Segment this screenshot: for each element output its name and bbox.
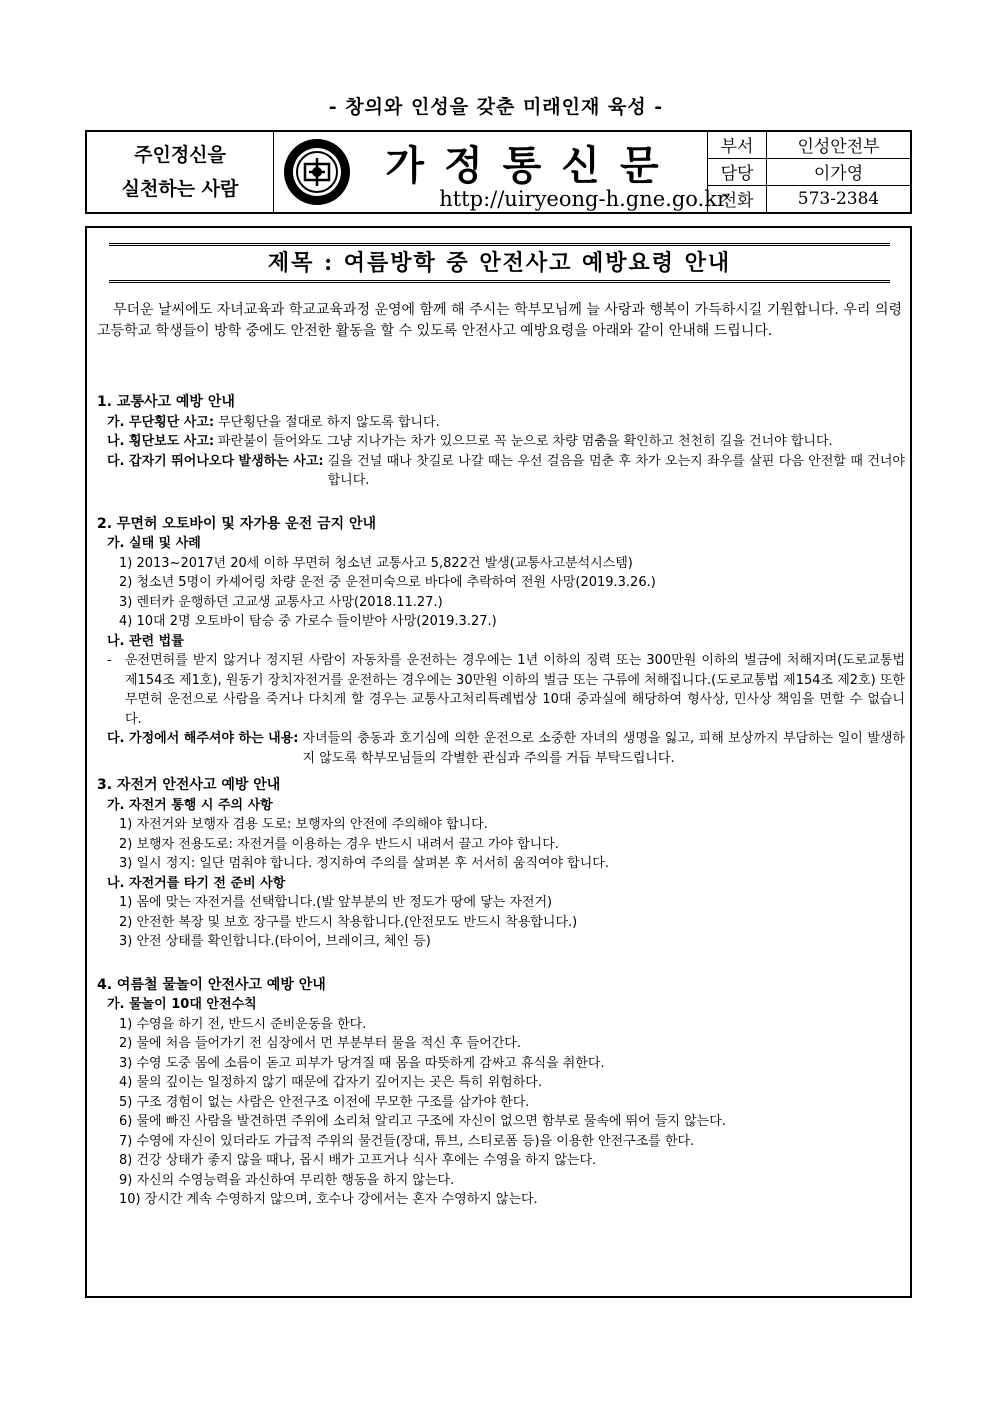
slogan-line-2: 실천하는 사람 — [121, 178, 239, 200]
section-1-title: 1. 교통사고 예방 안내 — [97, 394, 235, 410]
contact-person-value: 이가영 — [767, 158, 911, 185]
list-item: 4) 물의 깊이는 일정하지 않기 때문에 갑자기 깊어지는 곳은 특히 위험하다. — [119, 1075, 542, 1090]
list-item: 9) 자신의 수영능력을 과신하여 무리한 행동을 하지 않는다. — [119, 1172, 455, 1188]
s1-a-label: 가. 무단횡단 사고: — [107, 414, 215, 430]
list-item: 2) 물에 처음 들어가기 전 심장에서 먼 부분부터 물을 적신 후 들어간다. — [119, 1036, 521, 1051]
info-row-contact-person — [708, 158, 911, 185]
slogan-line-1: 주인정신을 — [134, 144, 226, 166]
info-row-department — [708, 132, 911, 158]
list-item: 2) 안전한 복장 및 보호 장구를 반드시 착용합니다.(안전모도 반드시 착용합니다.) — [119, 914, 578, 930]
s1-a-text: 무단횡단을 절대로 하지 않도록 합니다. — [218, 414, 440, 430]
school-logo-icon — [283, 138, 351, 206]
s1-c-label: 다. 갑자기 뛰어나오다 발생하는 사고: — [107, 453, 324, 469]
list-item: 2) 청소년 5명이 카셰어링 차량 운전 중 운전미숙으로 바다에 추락하여 전원 사망(2019.3.26.) — [119, 575, 656, 590]
list-item: 10) 장시간 계속 수영하지 않으며, 호수나 강에서는 혼자 수영하지 않는다. — [119, 1192, 538, 1207]
department-value: 인성안전부 — [767, 132, 911, 158]
list-item: 1) 수영을 하기 전, 반드시 준비운동을 한다. — [119, 1016, 367, 1032]
list-item: 1) 몸에 맞는 자전거를 선택합니다.(발 앞부분의 반 정도가 땅에 닿는 자전거) — [119, 895, 553, 910]
s2-b-paragraph — [97, 651, 905, 729]
s1-item-b — [97, 432, 905, 452]
s1-b-label: 나. 횡단보도 사고: — [107, 434, 215, 449]
school-website-link[interactable]: http://uiryeong-h.gne.go.kr — [439, 187, 727, 211]
list-item: 4) 10대 2명 오토바이 탐승 중 가로수 들이받아 사망(2019.3.27.) — [119, 614, 497, 629]
section-4-title: 4. 여름철 물놀이 안전사고 예방 안내 — [97, 976, 326, 993]
info-row-phone — [708, 185, 911, 212]
phone-label: 전화 — [708, 185, 767, 212]
subject-heading: 제목 : 여름방학 중 안전사고 예방요령 안내 — [109, 243, 890, 283]
s1-c-text: 길을 건널 때나 찻길로 나갈 때는 우선 걸음을 멈춘 후 차가 오는지 좌우를 살핀 다음 안전할 때 건너야 합니다. — [327, 453, 905, 488]
s1-b-text: 파란불이 들어와도 그냥 지나가는 차가 있으므로 꼭 눈으로 차량 멈춤을 확인하고 천천히 길을 건너야 합니다. — [218, 434, 833, 449]
list-item: 3) 렌터카 운행하던 고교생 교통사고 사망(2018.11.27.) — [119, 594, 443, 610]
newsletter-title: 가정통신문 — [385, 142, 679, 189]
s2-b-text: 운전면허를 받지 않거나 정지된 사람이 자동차를 운전하는 경우에는 1년 이하의 징력 또는 300만원 이하의 벌금에 처해지며(도로교통법 제154조 제1호), 원동기 장치자전거를 운전하는 경우에는 30만원 이하의 벌금 또는 구류에 처해집니다.(도로교통법 제154조 제2호) 또한 무면허 운전으로 사람을 죽거나 다치게 할 경우는 교통사고처리특례법상 10대 중과실에 해당하여 형사상, 민사상 책임을 면할 수 없습니다. — [125, 653, 905, 727]
list-item: 7) 수영에 자신이 있더라도 가급적 주위의 물건들(장대, 튜브, 스티로폼 등)을 이용한 안전구조를 한다. — [119, 1133, 695, 1149]
s2-a-title: 가. 실태 및 사례 — [107, 536, 201, 551]
list-item: 3) 수영 도중 몸에 소름이 돋고 피부가 당겨질 때 몸을 따뜻하게 감싸고 휴식을 취한다. — [119, 1055, 605, 1071]
newsletter-masthead — [85, 130, 912, 214]
s2-b-title: 나. 관련 법률 — [107, 633, 184, 649]
dash-bullet: - — [107, 653, 112, 668]
intro-paragraph: 무더운 날씨에도 자녀교육과 학교교육과정 운영에 함께 해 주시는 학부모님께 늘 사랑과 행복이 가득하시길 기원합니다. 우리 의령고등학교 학생들이 방학 중에도 안전한 활동을 할 수 있도록 안전사고 예방요령을 아래와 같이 안내해 드립니다. — [97, 302, 902, 339]
list-item: 3) 안전 상태를 확인합니다.(타이어, 브레이크, 체인 등) — [119, 934, 431, 949]
list-item: 6) 물에 빠진 사람을 발견하면 주위에 소리쳐 알리고 구조에 자신이 없으면 함부로 물속에 뛰어 들지 않는다. — [119, 1114, 726, 1129]
s2-c-label: 다. 가정에서 해주셔야 하는 내용: — [107, 731, 299, 746]
s1-item-a — [97, 413, 905, 433]
list-item: 1) 자전거와 보행자 겸용 도로: 보행자의 안전에 주의해야 합니다. — [119, 817, 488, 832]
section-3-title: 3. 자전거 안전사고 예방 안내 — [97, 777, 281, 793]
title-area — [357, 132, 727, 212]
list-item: 2) 보행자 전용도로: 자전거를 이용하는 경우 반드시 내려서 끌고 가야 합니다. — [119, 836, 559, 852]
school-motto: - 창의와 인성을 갖춘 미래인재 육성 - — [328, 96, 664, 118]
s3-b-title: 나. 자전거를 타기 전 준비 사항 — [107, 875, 286, 891]
department-label: 부서 — [708, 132, 767, 158]
s2-item-c — [97, 729, 905, 768]
list-item: 8) 건강 상태가 좋지 않을 때나, 몹시 배가 고프거나 식사 후에는 수영을 하지 않는다. — [119, 1153, 597, 1168]
contact-person-label: 담당 — [708, 158, 767, 185]
newsletter-content — [85, 226, 912, 1298]
s4-a-title: 가. 물놀이 10대 안전수칙 — [107, 997, 257, 1012]
s1-item-c — [97, 452, 905, 491]
list-item: 5) 구조 경험이 없는 사람은 안전구조 이전에 무모한 구조를 삼가야 한다. — [119, 1094, 530, 1110]
school-slogan — [87, 132, 274, 212]
phone-value: 573-2384 — [767, 185, 911, 212]
s2-c-text: 자녀들의 충동과 호기심에 의한 운전으로 소중한 자녀의 생명을 잃고, 피해 보상까지 부담하는 일이 발생하지 않도록 학부모님들의 각별한 관심과 주의를 거듭 부탁드립니다. — [302, 731, 905, 766]
notice-body — [97, 385, 905, 1210]
list-item: 1) 2013~2017년 20세 이하 무면허 청소년 교통사고 5,822건 발생(교통사고분석시스템) — [119, 555, 633, 571]
list-item: 3) 일시 정지: 일단 멈춰야 합니다. 정지하여 주의를 살펴본 후 서서히 움직여야 합니다. — [119, 856, 609, 871]
section-2-title: 2. 무면허 오토바이 및 자가용 운전 금지 안내 — [97, 515, 377, 532]
s3-a-title: 가. 자전거 통행 시 주의 사항 — [107, 797, 273, 813]
contact-info-table — [707, 132, 910, 212]
